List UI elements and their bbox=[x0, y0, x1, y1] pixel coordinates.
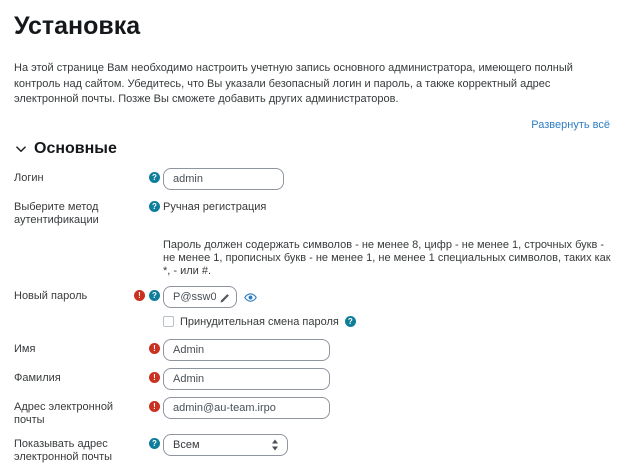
force-change-label: Принудительная смена пароля bbox=[180, 315, 339, 328]
help-icon[interactable]: ? bbox=[345, 316, 356, 327]
form-row-auth-method bbox=[14, 197, 610, 227]
form-row-force-change bbox=[14, 315, 610, 328]
login-label: Логин bbox=[14, 171, 44, 184]
login-input[interactable] bbox=[163, 168, 284, 190]
auth-method-label: Выберите метод аутентификации bbox=[14, 200, 99, 226]
required-icon: ! bbox=[149, 372, 160, 383]
email-label: Адрес электронной почты bbox=[14, 400, 114, 426]
new-password-input[interactable] bbox=[163, 286, 237, 308]
form-row-new-password bbox=[14, 286, 610, 308]
section-title[interactable]: Основные bbox=[34, 139, 117, 157]
firstname-input[interactable] bbox=[163, 339, 330, 361]
lastname-label: Фамилия bbox=[14, 371, 61, 384]
help-icon[interactable]: ? bbox=[149, 172, 160, 183]
form-row-password-policy bbox=[14, 234, 610, 279]
form-row-firstname bbox=[14, 339, 610, 361]
new-password-label: Новый пароль bbox=[14, 289, 88, 302]
help-icon[interactable]: ? bbox=[149, 438, 160, 449]
password-input-wrap bbox=[163, 286, 237, 308]
help-icon[interactable]: ? bbox=[149, 201, 160, 212]
required-icon: ! bbox=[134, 290, 145, 301]
firstname-label: Имя bbox=[14, 342, 36, 355]
page-description: На этой странице Вам необходимо настроить учетную запись основного администратора, имеющего полный контроль над сайтом. Убедитесь, что Вы указали безопасный логин и пароль, а также корректный адрес электронной почты. Позже Вы сможете добавить других администраторов. bbox=[14, 62, 573, 105]
help-icon[interactable]: ? bbox=[149, 290, 160, 301]
lastname-input[interactable] bbox=[163, 368, 330, 390]
email-visibility-label: Показывать адрес электронной почты bbox=[14, 437, 113, 463]
auth-method-value: Ручная регистрация bbox=[163, 200, 267, 213]
admin-setup-form bbox=[14, 168, 610, 464]
force-change-checkbox[interactable] bbox=[163, 316, 174, 327]
email-visibility-select[interactable] bbox=[163, 434, 288, 456]
email-visibility-selected-value: Всем bbox=[173, 438, 200, 451]
page-title: Установка bbox=[14, 12, 141, 40]
required-icon: ! bbox=[149, 343, 160, 354]
select-updown-icon bbox=[271, 439, 279, 451]
form-row-lastname bbox=[14, 368, 610, 390]
form-row-email-visibility bbox=[14, 434, 610, 464]
form-row-email bbox=[14, 397, 610, 427]
section-header[interactable] bbox=[14, 140, 610, 158]
expand-all-row bbox=[14, 119, 610, 133]
expand-all-link[interactable]: Развернуть всё bbox=[531, 118, 610, 131]
email-input[interactable] bbox=[163, 397, 330, 419]
required-icon: ! bbox=[149, 401, 160, 412]
form-row-login bbox=[14, 168, 610, 190]
chevron-down-icon[interactable] bbox=[14, 142, 28, 156]
password-policy-text: Пароль должен содержать символов - не менее 8, цифр - не менее 1, строчных букв - не менее 1, прописных букв - не менее 1, не менее 1 специальных символов, таких как *, - или #. bbox=[163, 238, 611, 277]
eye-icon[interactable] bbox=[244, 291, 257, 304]
